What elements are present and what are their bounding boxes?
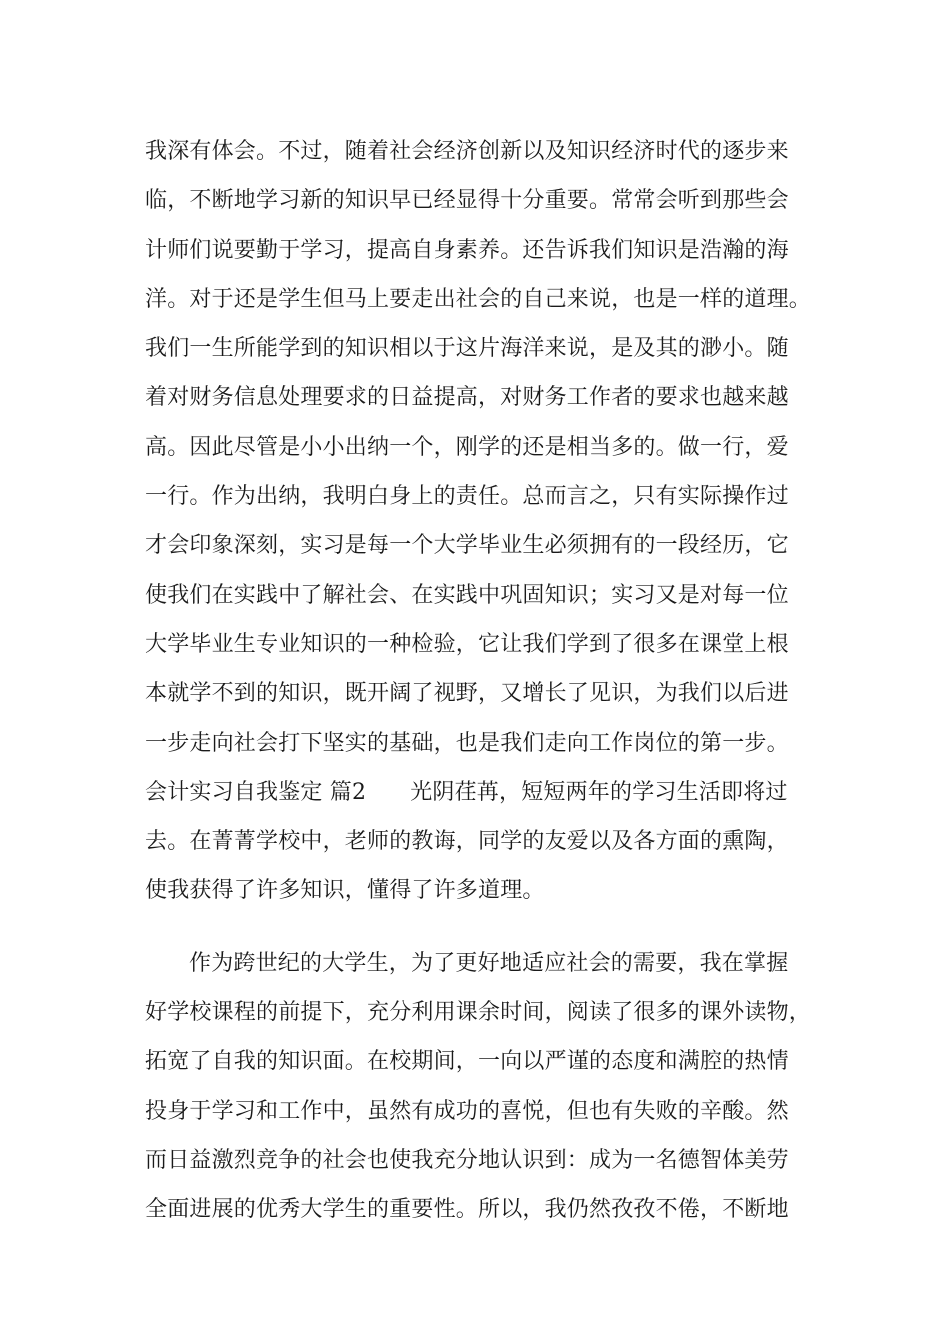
text-line: 去。在菁菁学校中，老师的教诲，同学的友爱以及各方面的熏陶， (145, 829, 789, 855)
text-line: 我深有体会。不过，随着社会经济创新以及知识经济时代的逐步来 (145, 139, 789, 164)
paragraph-first-line: 作为跨世纪的大学生，为了更好地适应社会的需要，我在掌握 (189, 950, 789, 976)
text-line: 才会印象深刻，实习是每一个大学毕业生必须拥有的一段经历，它 (145, 533, 789, 559)
text-line: 大学毕业生专业知识的一种检验，它让我们学到了很多在课堂上根 (145, 631, 789, 657)
document-body (145, 127, 825, 1235)
text-line: 而日益激烈竞争的社会也使我充分地认识到：成为一名德智体美劳 (145, 1147, 789, 1173)
text-line: 使我们在实践中了解社会、在实践中巩固知识；实习又是对每一位 (145, 582, 789, 608)
section-heading: 会计实习自我鉴定 篇2 (145, 779, 367, 805)
text-line: 使我获得了许多知识，懂得了许多道理。 (145, 878, 545, 904)
text-line: 好学校课程的前提下，充分利用课余时间，阅读了很多的课外读物， (145, 1000, 812, 1026)
text-line: 我们一生所能学到的知识相以于这片海洋来说，是及其的渺小。随 (145, 336, 789, 362)
paragraph-gap (145, 916, 825, 939)
text-line: 临，不断地学习新的知识早已经显得十分重要。常常会听到那些会 (145, 188, 789, 214)
text-line: 拓宽了自我的知识面。在校期间，一向以严谨的态度和满腔的热情 (145, 1049, 789, 1075)
text-line: 一行。作为出纳，我明白身上的责任。总而言之，只有实际操作过 (145, 484, 789, 510)
heading-continuation-text: 光阴荏苒，短短两年的学习生活即将过 (410, 779, 788, 805)
section-heading-line (145, 768, 825, 817)
text-line: 投身于学习和工作中，虽然有成功的喜悦，但也有失败的辛酸。然 (145, 1098, 789, 1124)
text-line: 本就学不到的知识，既开阔了视野，又增长了见识，为我们以后进 (145, 681, 789, 707)
text-line: 一步走向社会打下坚实的基础，也是我们走向工作岗位的第一步。 (145, 730, 789, 756)
text-line: 全面进展的优秀大学生的重要性。所以，我仍然孜孜不倦，不断地 (145, 1197, 789, 1223)
text-line: 高。因此尽管是小小出纳一个，刚学的还是相当多的。做一行，爱 (145, 434, 789, 460)
text-line: 洋。对于还是学生但马上要走出社会的自己来说，也是一样的道理。 (145, 286, 812, 312)
text-line: 计师们说要勤于学习，提高自身素养。还告诉我们知识是浩瀚的海 (145, 237, 789, 263)
text-line: 着对财务信息处理要求的日益提高，对财务工作者的要求也越来越 (145, 385, 789, 411)
